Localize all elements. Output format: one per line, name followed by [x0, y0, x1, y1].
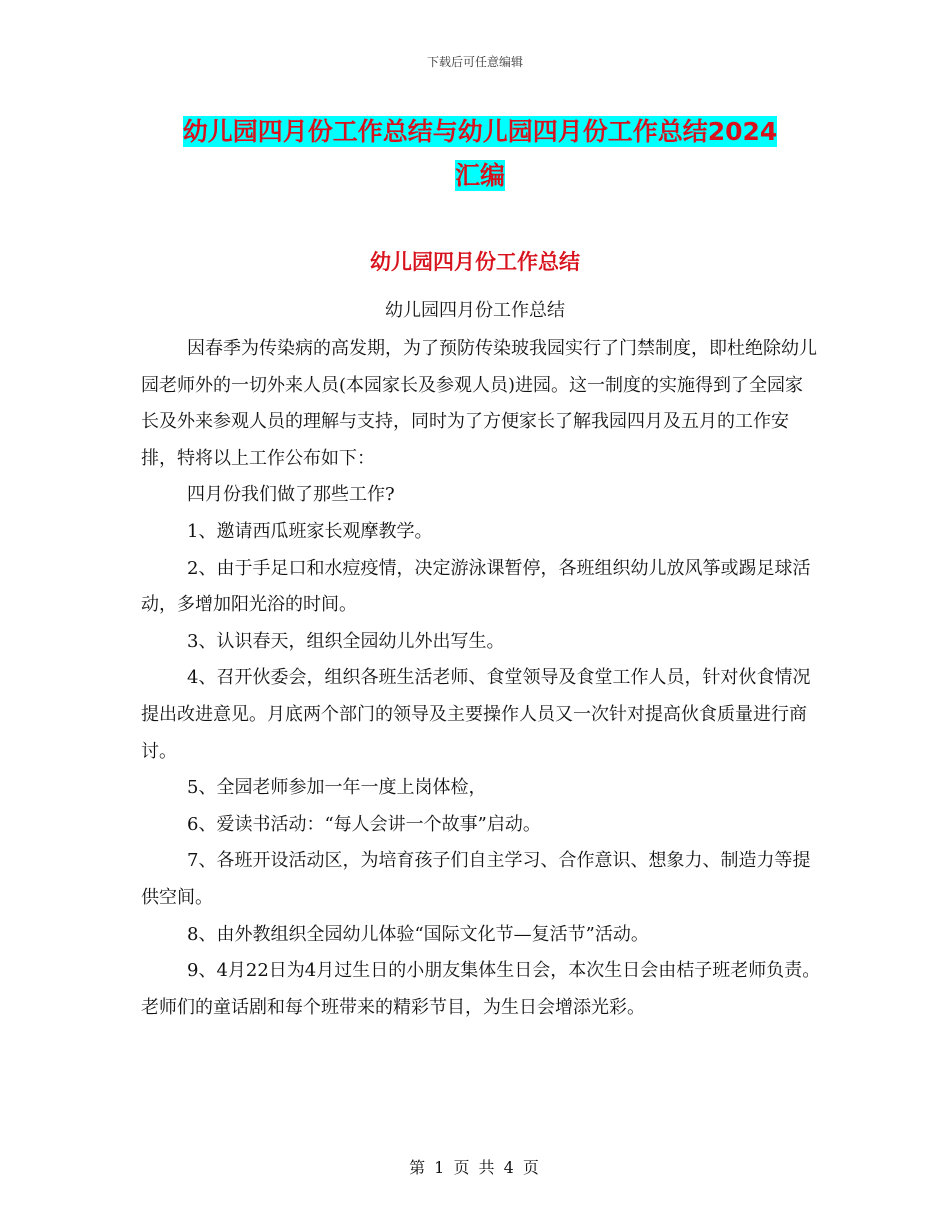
list-item: 7、各班开设活动区，为培育孩子们自主学习、合作意识、想象力、制造力等提供空间。: [141, 850, 811, 908]
list-item: 9、4月22日为4月过生日的小朋友集体生日会，本次生日会由桔子班老师负责。老师们的童话剧和每个班带来的精彩节目，为生日会增添光彩。: [141, 960, 821, 1018]
body-text: [141, 331, 821, 1026]
paragraph: 四月份我们做了那些工作?: [187, 484, 395, 506]
document-title: [140, 110, 820, 198]
sub-title: 幼儿园四月份工作总结: [385, 300, 565, 321]
list-item: 6、爱读书活动：“每人会讲一个故事”启动。: [187, 813, 541, 835]
list-item: 8、由外教组织全园幼儿体验“国际文化节—复活节”活动。: [187, 923, 649, 945]
list-item: 2、由于手足口和水痘疫情，决定游泳课暂停，各班组织幼儿放风筝或踢足球活动，多增加阳光浴的时间。: [141, 557, 811, 616]
list-item: 4、召开伙委会，组织各班生活老师、食堂领导及食堂工作人员，针对伙食情况提出改进意见。月底两个部门的领导及主要操作人员又一次针对提高伙食质量进行商讨。: [141, 667, 811, 762]
document-title-line2: 汇编: [454, 161, 505, 190]
list-item: 1、邀请西瓜班家长观摩教学。: [187, 520, 433, 542]
document-title-line1: 幼儿园四月份工作总结与幼儿园四月份工作总结2024: [182, 117, 778, 146]
list-item: 3、认识春天，组织全园幼儿外出写生。: [187, 630, 505, 652]
list-item: 5、全园老师参加一年一度上岗体检，: [187, 777, 487, 799]
section-title: 幼儿园四月份工作总结: [370, 250, 580, 274]
page-footer: 第 1 页 共 4 页: [409, 1158, 541, 1177]
paragraph: 因春季为传染病的高发期，为了预防传染玻我园实行了门禁制度，即杜绝除幼儿园老师外的一切外来人员(本园家长及参观人员)进园。这一制度的实施得到了全园家长及外来参观人员的理解与支持，同时为了方便家长了解我园四月及五月的工作安排，特将以上工作公布如下：: [141, 338, 817, 469]
header-note: 下载后可任意编辑: [426, 55, 523, 69]
